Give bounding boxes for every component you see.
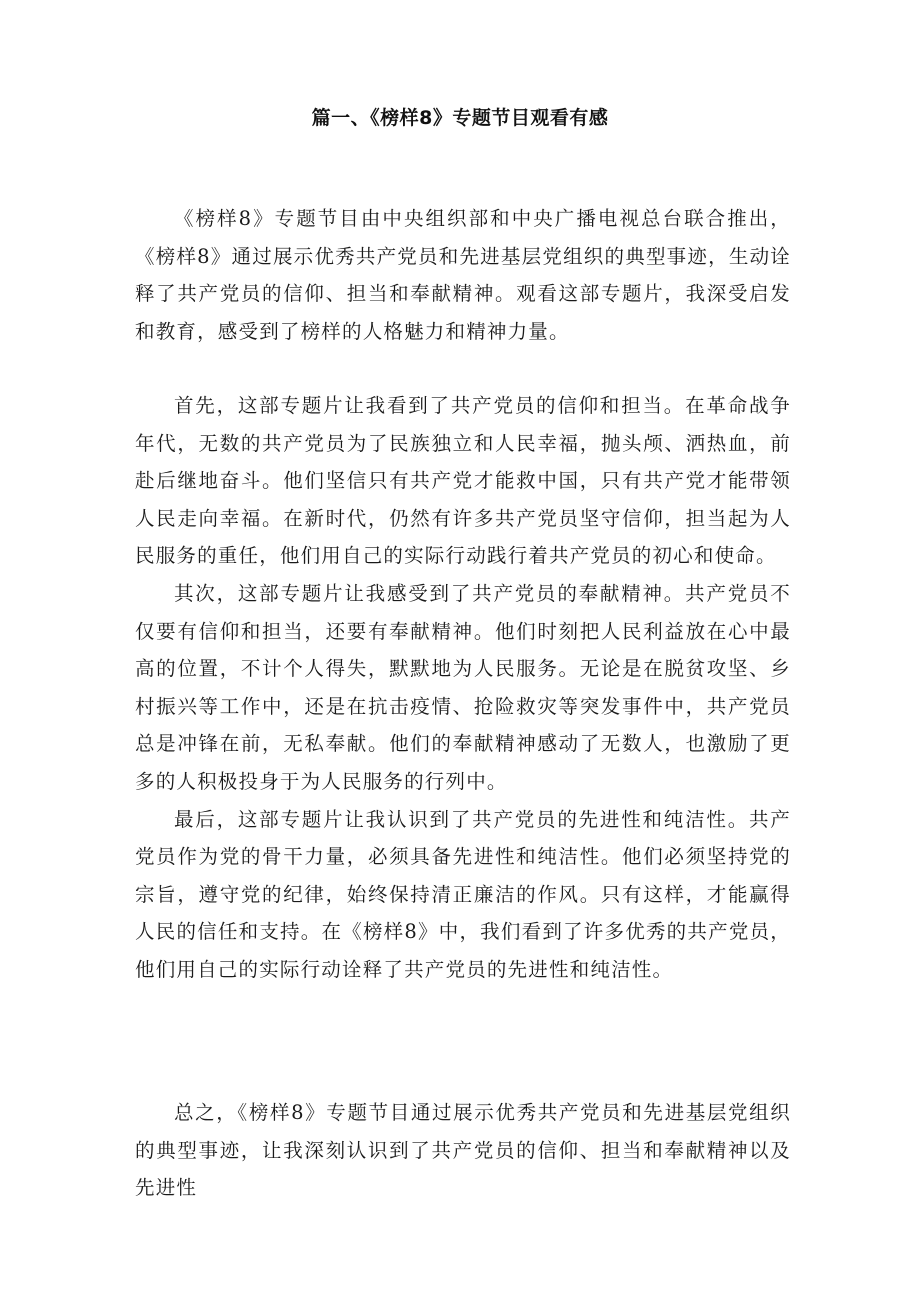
summary-paragraph: 总之，《榜样8》专题节目通过展示优秀共产党员和先进基层党组织的典型事迹，让我深刻认识到了共产党员的信仰、担当和奉献精神以及先进性 [135, 1101, 791, 1200]
paragraph-second: 其次，这部专题片让我感受到了共产党员的奉献精神。共产党员不仅要有信仰和担当，还要有奉献精神。他们时刻把人民利益放在心中最高的位置，不计个人得失，默默地为人民服务。无论是在脱贫攻坚、乡村振兴等工作中，还是在抗击疫情、抢险救灾等突发事件中，共产党员总是冲锋在前，无私奉献。他们的奉献精神感动了无数人，也激励了更多的人积极投身于为人民服务的行列中。 [135, 581, 791, 793]
body-section [135, 387, 791, 989]
paragraph-third: 最后，这部专题片让我认识到了共产党员的先进性和纯洁性。共产党员作为党的骨干力量，必须具备先进性和纯洁性。他们必须坚持党的宗旨，遵守党的纪律，始终保持清正廉洁的作风。只有这样，才能赢得人民的信任和支持。在《榜样8》中，我们看到了许多优秀的共产党员，他们用自己的实际行动诠释了共产党员的先进性和纯洁性。 [135, 807, 791, 981]
intro-paragraph: 《榜样8》专题节目由中央组织部和中央广播电视总台联合推出，《榜样8》通过展示优秀共产党员和先进基层党组织的典型事迹，生动诠释了共产党员的信仰、担当和奉献精神。观看这部专题片，我深受启发和教育，感受到了榜样的人格魅力和精神力量。 [135, 207, 791, 343]
intro-section [135, 200, 791, 350]
summary-section [135, 1094, 791, 1207]
paragraph-first: 首先，这部专题片让我看到了共产党员的信仰和担当。在革命战争年代，无数的共产党员为了民族独立和人民幸福，抛头颅、洒热血，前赴后继地奋斗。他们坚信只有共产党才能救中国，只有共产党才能带领人民走向幸福。在新时代，仍然有许多共产党员坚守信仰，担当起为人民服务的重任，他们用自己的实际行动践行着共产党员的初心和使命。 [135, 394, 791, 568]
document-title: 篇一、《榜样8》专题节目观看有感 [311, 107, 609, 129]
